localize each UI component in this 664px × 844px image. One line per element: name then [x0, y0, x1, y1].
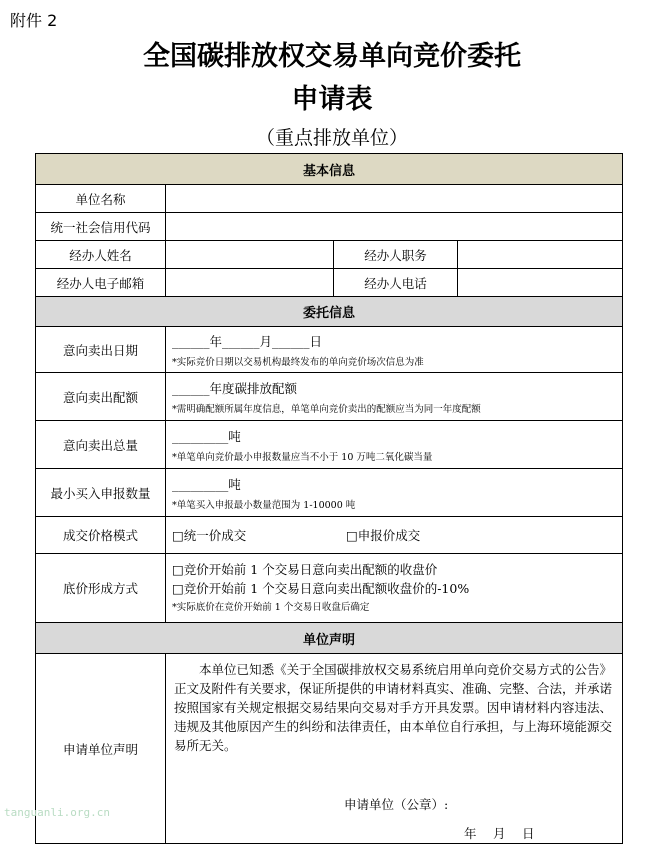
watermark: tanguanli.org.cn — [4, 806, 110, 819]
agent-title-field[interactable] — [458, 241, 623, 269]
sell-total-note: *单笔单向竞价最小申报数量应当不小于 10 万吨二氧化碳当量 — [172, 451, 433, 463]
section-basic-info: 基本信息 — [36, 154, 623, 185]
signature-line: 申请单位（公章）: — [344, 797, 449, 812]
agent-email-label: 经办人电子邮箱 — [36, 269, 166, 297]
sell-date-label: 意向卖出日期 — [36, 327, 166, 373]
agent-name-label: 经办人姓名 — [36, 241, 166, 269]
sell-date-value: ______年______月______日 — [172, 333, 323, 349]
sell-total-label: 意向卖出总量 — [36, 421, 166, 469]
min-buy-value: _________吨 — [172, 476, 241, 492]
sell-quota-value: ______年度碳排放配额 — [172, 380, 298, 396]
sell-date-note: *实际竞价日期以交易机构最终发布的单向竞价场次信息为准 — [172, 356, 424, 368]
form-title-line2: 申请表 — [291, 84, 373, 115]
agent-title-label: 经办人职务 — [334, 241, 458, 269]
sell-total-value: _________吨 — [172, 428, 241, 444]
agent-email-field[interactable] — [166, 269, 334, 297]
signature-date: 年 月 日 — [464, 826, 537, 841]
declaration-text: 本单位已知悉《关于全国碳排放权交易系统启用单向竞价交易方式的公告》正文及附件有关要求，保证所提供的申请材料真实、准确、完整、合法，并承诺按照国家有关规定根据交易结果向交易对手方开具发票。因申请材料内容违法、违规及其他原因产生的纠纷和法律责任，由本单位自行承担，与上海环境能源交易所无关。 — [174, 662, 613, 753]
sell-quota-field[interactable] — [166, 373, 623, 421]
sell-total-field[interactable] — [166, 421, 623, 469]
form-subtitle: （重点排放单位） — [255, 127, 408, 149]
declaration-label: 申请单位声明 — [36, 654, 166, 844]
application-form-table — [35, 153, 623, 844]
price-mode-label: 成交价格模式 — [36, 517, 166, 554]
sell-quota-label: 意向卖出配额 — [36, 373, 166, 421]
attachment-label: 附件 2 — [10, 11, 58, 30]
min-buy-field[interactable] — [166, 469, 623, 517]
min-buy-note: *单笔买入申报最小数量范围为 1-10000 吨 — [172, 499, 356, 511]
section-entrust-info: 委托信息 — [36, 297, 623, 327]
floor-price-note: *实际底价在竞价开始前 1 个交易日收盘后确定 — [172, 601, 370, 613]
sell-quota-note: *需明确配额所属年度信息，单笔单向竞价卖出的配额应当为同一年度配额 — [172, 403, 481, 415]
agent-phone-label: 经办人电话 — [334, 269, 458, 297]
agent-name-field[interactable] — [166, 241, 334, 269]
min-buy-label: 最小买入申报数量 — [36, 469, 166, 517]
checkbox-closing-price-minus-10[interactable]: □竞价开始前 1 个交易日意向卖出配额收盘价的-10% — [172, 580, 470, 596]
credit-code-label: 统一社会信用代码 — [36, 213, 166, 241]
checkbox-closing-price[interactable]: □竞价开始前 1 个交易日意向卖出配额的收盘价 — [172, 561, 438, 577]
section-unit-declaration: 单位声明 — [36, 623, 623, 654]
declaration-content — [166, 654, 623, 844]
form-title-line1: 全国碳排放权交易单向竞价委托 — [143, 41, 521, 72]
floor-price-label: 底价形成方式 — [36, 554, 166, 623]
unit-name-label: 单位名称 — [36, 185, 166, 213]
sell-date-field[interactable] — [166, 327, 623, 373]
agent-phone-field[interactable] — [458, 269, 623, 297]
unit-name-field[interactable] — [166, 185, 623, 213]
checkbox-declared-price[interactable]: □申报价成交 — [345, 528, 421, 543]
credit-code-field[interactable] — [166, 213, 623, 241]
checkbox-unified-price[interactable]: □统一价成交 — [172, 528, 247, 543]
